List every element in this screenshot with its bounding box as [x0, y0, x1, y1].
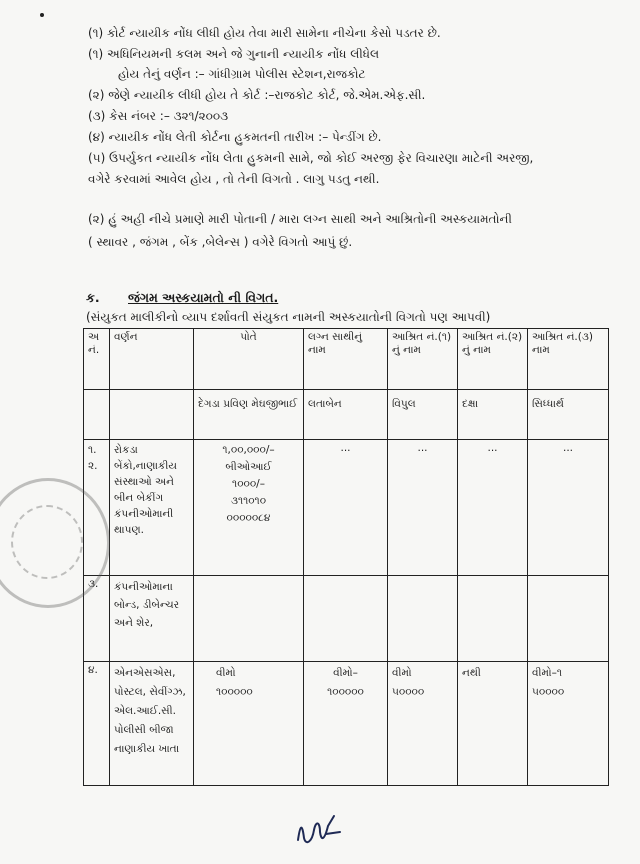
line-3: હોય તેનું વર્ણન :– ગાંધીગ્રામ પોલીસ સ્ટેશન,રાજકોટ [118, 67, 366, 81]
table-cell: ૧,૦૦,૦૦૦/– બીઓઆઈ ૧૦૦૦/– ૩૧૧૦૧૦ ૦૦૦૦૦૮૪ [194, 440, 304, 576]
table-cell: દેગડા પ્રવિણ મેઘજીભાઈ [194, 390, 304, 440]
table-cell: વીમો ૧૦૦૦૦૦ [194, 662, 304, 786]
table-cell: ... [388, 440, 458, 576]
table-cell: એનએસએસ, પોસ્ટલ, સેવીંગ્ઝ, એલ.આઈ.સી. પોલીસી બીજા નાણાકીય ખાતા [110, 662, 194, 786]
section-number: ક. [86, 290, 100, 305]
table-cell: દક્ષા [458, 390, 528, 440]
header-cell: લગ્ન સાથીનું નામ [304, 329, 388, 390]
punch-hole [40, 13, 44, 17]
table-cell: વીમો– ૧૦૦૦૦૦ [304, 662, 388, 786]
table-cell: ૪. [84, 662, 110, 786]
table-cell: રોકડા બેંકો,નાણાકીય સંસ્થાઓ અને બીન બેકીંગ કંપનીઓમાની થાપણ. [110, 440, 194, 576]
table-cell [528, 576, 609, 662]
header-cell: પોતે [194, 329, 304, 390]
section-title: જંગમ અસ્કયામતો ની વિગત. [128, 290, 279, 305]
table-cell: ... [304, 440, 388, 576]
table-cell: કંપનીઓમાના બોન્ડ, ડીબેન્ચર અને શેર, [110, 576, 194, 662]
section-heading [86, 290, 278, 306]
table-names-row [84, 390, 609, 440]
line-4: (૨) જેણે ન્યાયીક લીધી હોય તે કોર્ટ :–રાજકોટ કોર્ટ, જે.એમ.એફ.સી. [88, 88, 426, 102]
line-2: (૧) અધિનિયમની કલમ અને જે ગુનાની ન્યાયીક નોંધ લીધેલ [88, 47, 380, 61]
section-subtitle: (સંયુકત માલીકીનો વ્યાપ દર્શાવતી સંયુકત નામની અસ્કયાતોની વિગતો પણ આપવી) [86, 310, 491, 324]
table-cell [194, 576, 304, 662]
line-6: (૪) ન્યાયીક નોંધ લેતી કોર્ટના હુકમતની તારીખ :– પેન્ડીંગ છે. [88, 130, 382, 144]
header-cell: આશ્રિત નં.(૩) નામ [528, 329, 609, 390]
table-cell: વીમો–૧ ૫૦૦૦૦ [528, 662, 609, 786]
signature [290, 812, 360, 848]
table-header-row [84, 329, 609, 390]
table-cell: સિધ્ધાર્થ [528, 390, 609, 440]
table-cell [388, 576, 458, 662]
line-9: (૨) હું અહી નીચે પ્રમાણે મારી પોતાની / મારા લગ્ન સાથી અને આશ્રિતોની અસ્કયામતોની [88, 212, 512, 226]
line-1: (૧) કોર્ટ ન્યાયીક નોંધ લીધી હોય તેવા મારી સામેના નીચેના કેસો પડતર છે. [88, 26, 441, 40]
table-cell: ... [528, 440, 609, 576]
header-cell: અ નં. [84, 329, 110, 390]
table-cell [304, 576, 388, 662]
header-cell: આશ્રિત નં.(૨) નું નામ [458, 329, 528, 390]
movable-assets-table [83, 328, 609, 786]
header-cell: આશ્રિત નં.(૧) નું નામ [388, 329, 458, 390]
line-10: ( સ્થાવર , જંગમ , બેંક ,બેલેન્સ ) વગેરે વિગતો આપું છું. [88, 235, 353, 249]
table-row [84, 576, 609, 662]
table-cell [84, 390, 110, 440]
table-cell: વીમો ૫૦૦૦૦ [388, 662, 458, 786]
table-cell [110, 390, 194, 440]
table-cell: લતાબેન [304, 390, 388, 440]
table-cell: ... [458, 440, 528, 576]
line-8: વગેરે કરવામાં આવેલ હોય , તો તેની વિગતો . લાગુ પડતુ નથી. [88, 172, 380, 186]
table-row [84, 440, 609, 576]
line-5: (૩) કેસ નંબર :– ૩૨૧/૨૦૦૩ [88, 109, 229, 123]
header-cell: વર્ણન [110, 329, 194, 390]
table-cell: નથી [458, 662, 528, 786]
table-cell [458, 576, 528, 662]
table-cell: ૩. [84, 576, 110, 662]
table-row [84, 662, 609, 786]
table-cell: ૧. ૨. [84, 440, 110, 576]
line-7: (૫) ઉપર્યુકત ન્યાયીક નોંધ લેતા હુકમની સામે, જો કોઈ અરજી ફેર વિચારણા માટેની અરજી, [88, 151, 534, 165]
table-cell: વિપુલ [388, 390, 458, 440]
